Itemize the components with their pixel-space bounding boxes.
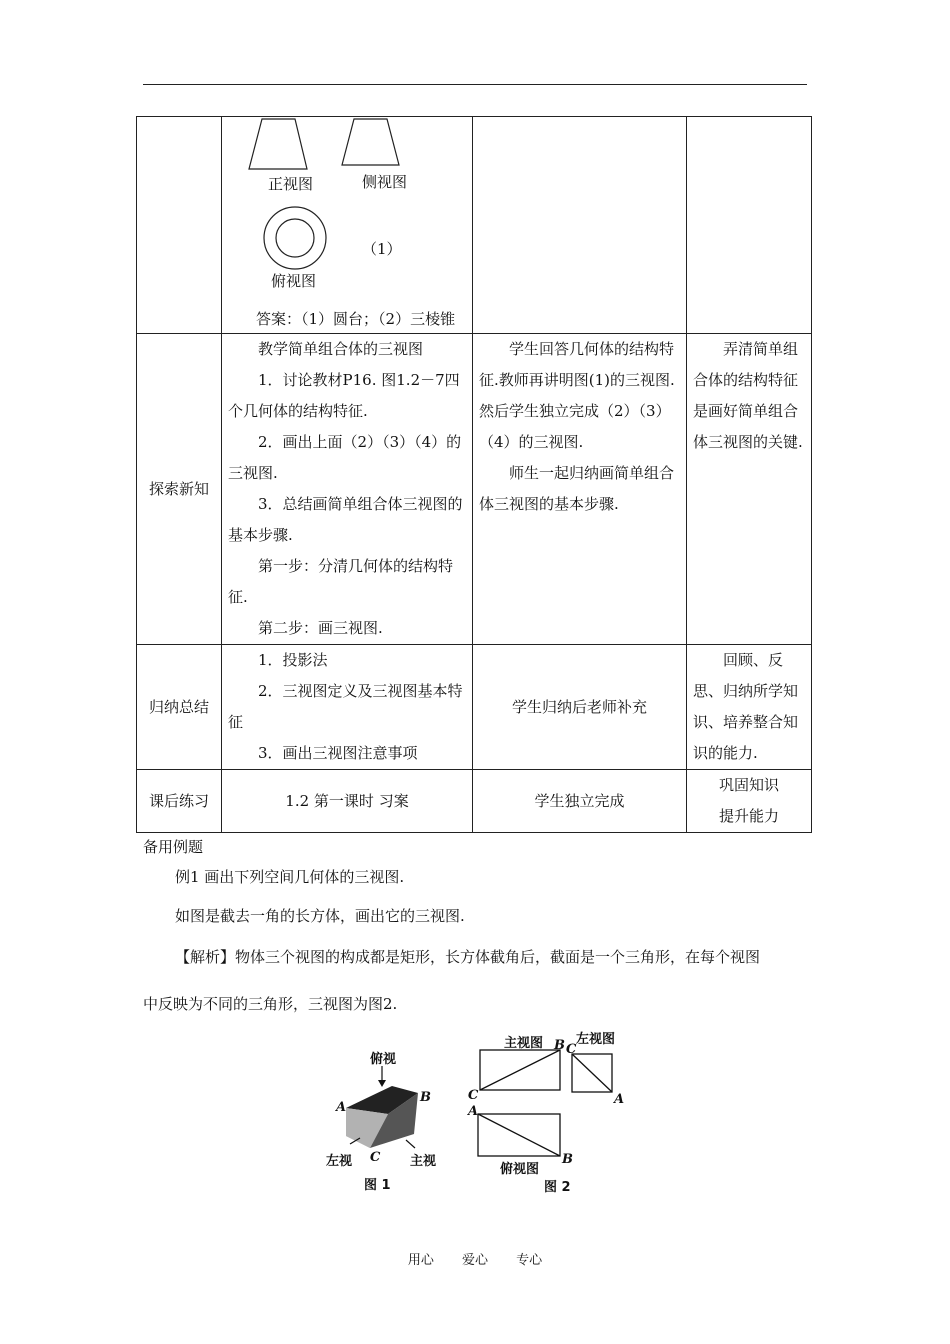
top-view-outer-circle [264, 207, 326, 269]
fig2-point-b-top: B [562, 1152, 573, 1167]
fig2-point-a-left: A [614, 1092, 625, 1107]
example-desc: 如图是截去一角的长方体，画出它的三视图. [175, 907, 465, 925]
fig2-top-label: 俯视图 [500, 1162, 540, 1177]
table-row-summary [137, 645, 812, 770]
example-figures [320, 1024, 640, 1194]
front-view-trapezoid [249, 119, 307, 169]
analysis-line-2: 中反映为不同的三角形，三视图为图2. [143, 995, 398, 1013]
content-cell: 教学简单组合体的三视图 1．讨论教材P16. 图1.2－7四个几何体的结构特征. 2．画出上面（2）（3）（4）的三视图. 3．总结画简单组合体三视图的基本步骤. 第一步：分清几何体的结构特征. 第二步：画三视图. [222, 334, 473, 645]
stage-cell: 课后练习 [137, 770, 222, 833]
figure-number: （1） [362, 240, 402, 258]
fig1-caption: 图 1 [364, 1178, 391, 1193]
fig1-truncated-box [346, 1066, 418, 1148]
fig1-left-view-label: 左视 [326, 1154, 353, 1169]
lesson-plan-table [136, 116, 812, 833]
table-row-explore [137, 334, 812, 645]
fig2-caption: 图 2 [544, 1180, 571, 1195]
fig1-point-c: C [370, 1150, 381, 1165]
top-view-label: 俯视图 [271, 272, 317, 290]
purpose-cell: 弄清简单组合体的结构特征是画好简单组合体三视图的关键. [687, 334, 812, 645]
purpose-cell: 巩固知识 提升能力 [687, 770, 812, 833]
header-rule [143, 84, 807, 85]
stage-cell: 探索新知 [137, 334, 222, 645]
stage-cell: 归纳总结 [137, 645, 222, 770]
content-cell: 1．投影法 2．三视图定义及三视图基本特征 3．画出三视图注意事项 [222, 645, 473, 770]
fig2-point-c-left: C [566, 1042, 577, 1057]
activity-cell: 学生归纳后老师补充 [473, 645, 687, 770]
front-view-label: 正视图 [268, 175, 314, 193]
answer-text: 答案：（1）圆台；（2）三棱锥 [256, 310, 456, 328]
analysis-tag: 【解析】 [175, 948, 236, 966]
content-cell: 1.2 第一课时 习案 [222, 770, 473, 833]
section-heading: 备用例题 [143, 838, 204, 856]
purpose-cell: 回顾、反思、归纳所学知识、培养整合知识的能力. [687, 645, 812, 770]
side-view-label: 侧视图 [362, 173, 408, 191]
activity-cell: 学生独立完成 [473, 770, 687, 833]
top-view-inner-circle [276, 219, 314, 257]
fig1-point-a: A [336, 1100, 347, 1115]
fig2-main-label: 主视图 [504, 1036, 544, 1051]
activity-cell: 学生回答几何体的结构特征.教师再讲明图(1)的三视图. 然后学生独立完成（2）（3）（4）的三视图. 师生一起归纳画简单组合体三视图的基本步骤. [473, 334, 687, 645]
table-row-figure [137, 117, 812, 334]
example-title: 例1 画出下列空间几何体的三视图. [175, 868, 405, 886]
analysis-line-1: 【解析】物体三个视图的构成都是矩形，长方体截角后，截面是一个三角形，在每个视图 [175, 948, 761, 966]
fig2-point-c-main: C [468, 1088, 479, 1103]
fig2-left-label: 左视图 [576, 1032, 616, 1047]
side-view-trapezoid [342, 119, 399, 165]
page-footer: 用心 爱心 专心 [407, 1253, 543, 1268]
fig1-main-view-label: 主视 [410, 1154, 437, 1169]
three-view-drawings [222, 117, 473, 333]
fig2-three-views [478, 1050, 612, 1156]
fig1-top-view-label: 俯视 [370, 1052, 397, 1067]
table-row-practice [137, 770, 812, 833]
three-view-figure-cell [222, 117, 473, 334]
fig2-point-b-main: B [554, 1038, 565, 1053]
fig2-point-a-top: A [468, 1104, 479, 1119]
fig1-point-b: B [420, 1090, 431, 1105]
